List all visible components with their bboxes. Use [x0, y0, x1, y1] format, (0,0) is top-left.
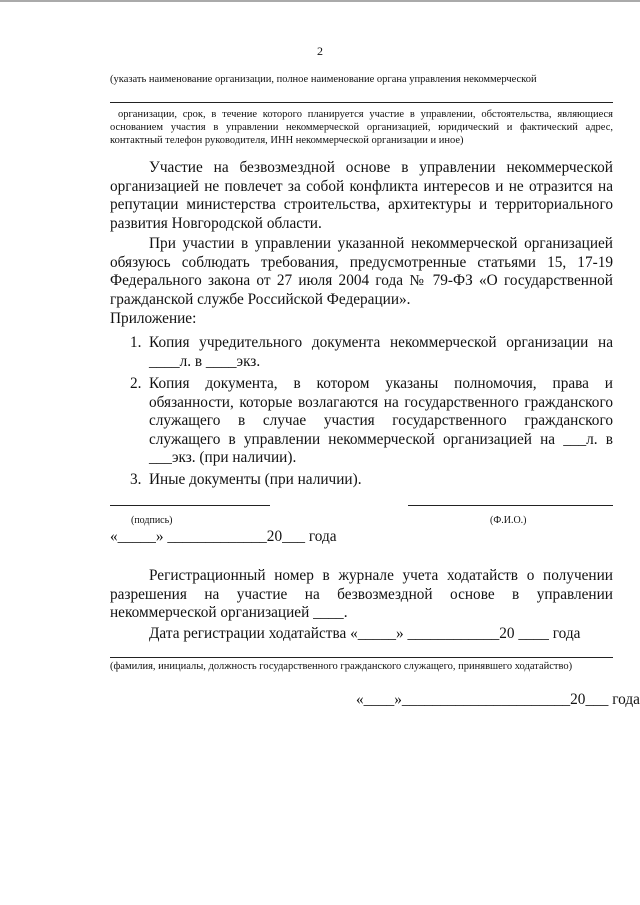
attachment-number: 3. — [130, 471, 142, 488]
attachment-text: Копия документа, в котором указаны полномочия, права и обязанности, которые возлагаются на государственного гражданского служащего в случае участия государственного гражданского служащего в управлении некоммерческой организацией на ___л. в ___экз. (при наличии). — [149, 375, 613, 467]
attachment-item-2 — [110, 375, 613, 468]
attachment-item-3 — [110, 471, 613, 490]
registration-number-paragraph: Регистрационный номер в журнале учета ходатайств о получении разрешения на участие на безвозмездной основе в управлении некоммерческой организацией ____. — [110, 567, 613, 622]
signature-caption: (подпись) — [131, 515, 173, 526]
organization-hint-top: (указать наименование организации, полное наименование органа управления некоммерческой — [110, 74, 537, 85]
signature-date-line: «_____» _____________20___ года — [110, 528, 337, 545]
name-line — [408, 505, 613, 506]
scan-edge-line — [0, 0, 640, 2]
receiver-caption: (фамилия, инициалы, должность государственного гражданского служащего, принявшего ходатайство) — [110, 661, 573, 672]
attachment-text: Иные документы (при наличии). — [149, 471, 362, 488]
attachment-item-1 — [110, 334, 613, 371]
organization-hint-continuation — [110, 108, 613, 147]
attachment-text: Копия учредительного документа некоммерческой организации на ____л. в ____экз. — [149, 334, 613, 370]
organization-fill-line — [110, 102, 613, 103]
registration-date-line: Дата регистрации ходатайства «_____» ____________20 ____ года — [149, 625, 581, 642]
attachments-label: Приложение: — [110, 310, 197, 327]
page-number: 2 — [317, 44, 323, 58]
obligation-paragraph: При участии в управлении указанной некоммерческой организацией обязуюсь соблюдать требования, предусмотренные статьями 15, 17-19 Федерального закона от 27 июля 2004 года № 79-ФЗ «О государственной гражданской службе Российской Федерации». — [110, 235, 613, 308]
attachment-number: 2. — [130, 375, 142, 392]
name-caption: (Ф.И.О.) — [490, 515, 527, 526]
attachment-number: 1. — [130, 334, 142, 351]
receiver-date-line: «____»______________________20___ года — [356, 691, 640, 708]
signature-line — [110, 505, 270, 506]
hint-continuation-text: организации, срок, в течение которого планируется участие в управлении, обстоятельства, являющиеся основанием участия в управлении некоммерческой организацией, юридический и фактический адрес, контактный телефон руководителя, ИНН некоммерческой организации и иное) — [110, 109, 613, 146]
receiver-line — [110, 657, 613, 658]
no-conflict-paragraph: Участие на безвозмездной основе в управлении некоммерческой организацией не повлечет за собой конфликта интересов и не отразится на репутации министерства строительства, архитектуры и территориального развития Новгородской области. — [110, 159, 613, 232]
